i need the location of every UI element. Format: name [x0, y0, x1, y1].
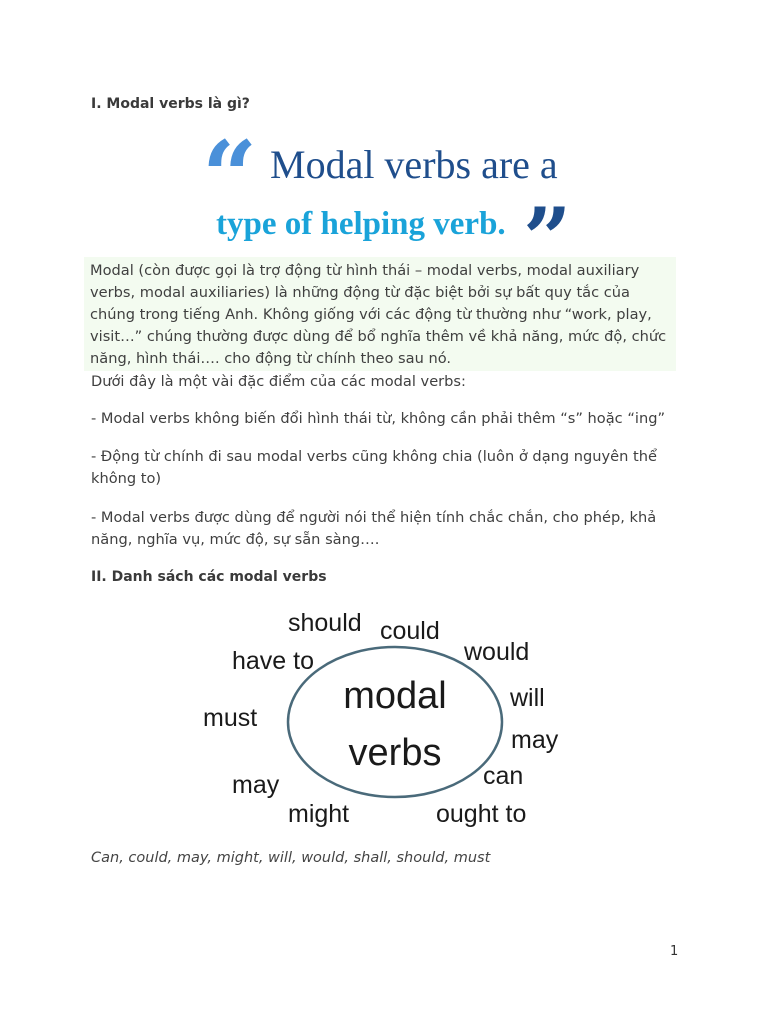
- diagram-ellipse: [288, 647, 502, 797]
- heading-modal-list: II. Danh sách các modal verbs: [91, 569, 327, 585]
- list-caption: Can, could, may, might, will, would, shall, should, must: [91, 850, 491, 866]
- open-quote-mark: “: [202, 128, 258, 233]
- diagram-center-modal: modal: [343, 675, 447, 717]
- diagram-word-might: might: [288, 800, 350, 828]
- diagram-word-must: must: [203, 704, 258, 732]
- diagram-word-would: would: [464, 638, 530, 666]
- heading-modal-verbs: I. Modal verbs là gì?: [91, 96, 250, 112]
- definition-text: Modal (còn được gọi là trợ động từ hình thái – modal verbs, modal auxiliary verbs, modal auxiliaries) là những động từ đặc biệt bởi sự bất quy tắc của chúng trong tiếng Anh. Không giống với các động từ thường như “work, play, visit…” chúng thường được dùng để bổ nghĩa thêm về khả năng, mức độ, chức năng, hình thái…. cho động từ chính theo sau nó.: [90, 262, 667, 367]
- highlighted-paragraph: [84, 257, 676, 371]
- quote-graphic: [200, 128, 580, 246]
- diagram-word-may-left: may: [232, 771, 280, 799]
- diagram-word-may-right: may: [511, 726, 559, 754]
- modal-verbs-diagram: [200, 600, 580, 835]
- page-number: 1: [670, 944, 679, 959]
- diagram-word-ought-to: ought to: [436, 800, 527, 828]
- quote-line-1: Modal verbs are a: [270, 142, 558, 187]
- diagram-word-can: can: [483, 762, 524, 790]
- bullet-2: - Động từ chính đi sau modal verbs cũng không chia (luôn ở dạng nguyên thể không to): [91, 448, 657, 487]
- intro-text: Dưới đây là một vài đặc điểm của các modal verbs:: [91, 373, 466, 390]
- diagram-word-have-to: have to: [232, 647, 315, 675]
- bullet-3: - Modal verbs được dùng để người nói thể hiện tính chắc chắn, cho phép, khả năng, nghĩa vụ, mức độ, sự sẵn sàng….: [91, 509, 657, 548]
- bullet-1: - Modal verbs không biến đổi hình thái từ, không cần phải thêm “s” hoặc “ing”: [91, 410, 666, 427]
- close-quote-mark: ”: [523, 189, 572, 246]
- quote-line-2: type of helping verb.: [216, 206, 506, 242]
- diagram-word-should: should: [288, 609, 362, 637]
- diagram-word-will: will: [510, 684, 545, 712]
- diagram-center-verbs: verbs: [348, 732, 442, 774]
- diagram-word-could: could: [380, 617, 440, 645]
